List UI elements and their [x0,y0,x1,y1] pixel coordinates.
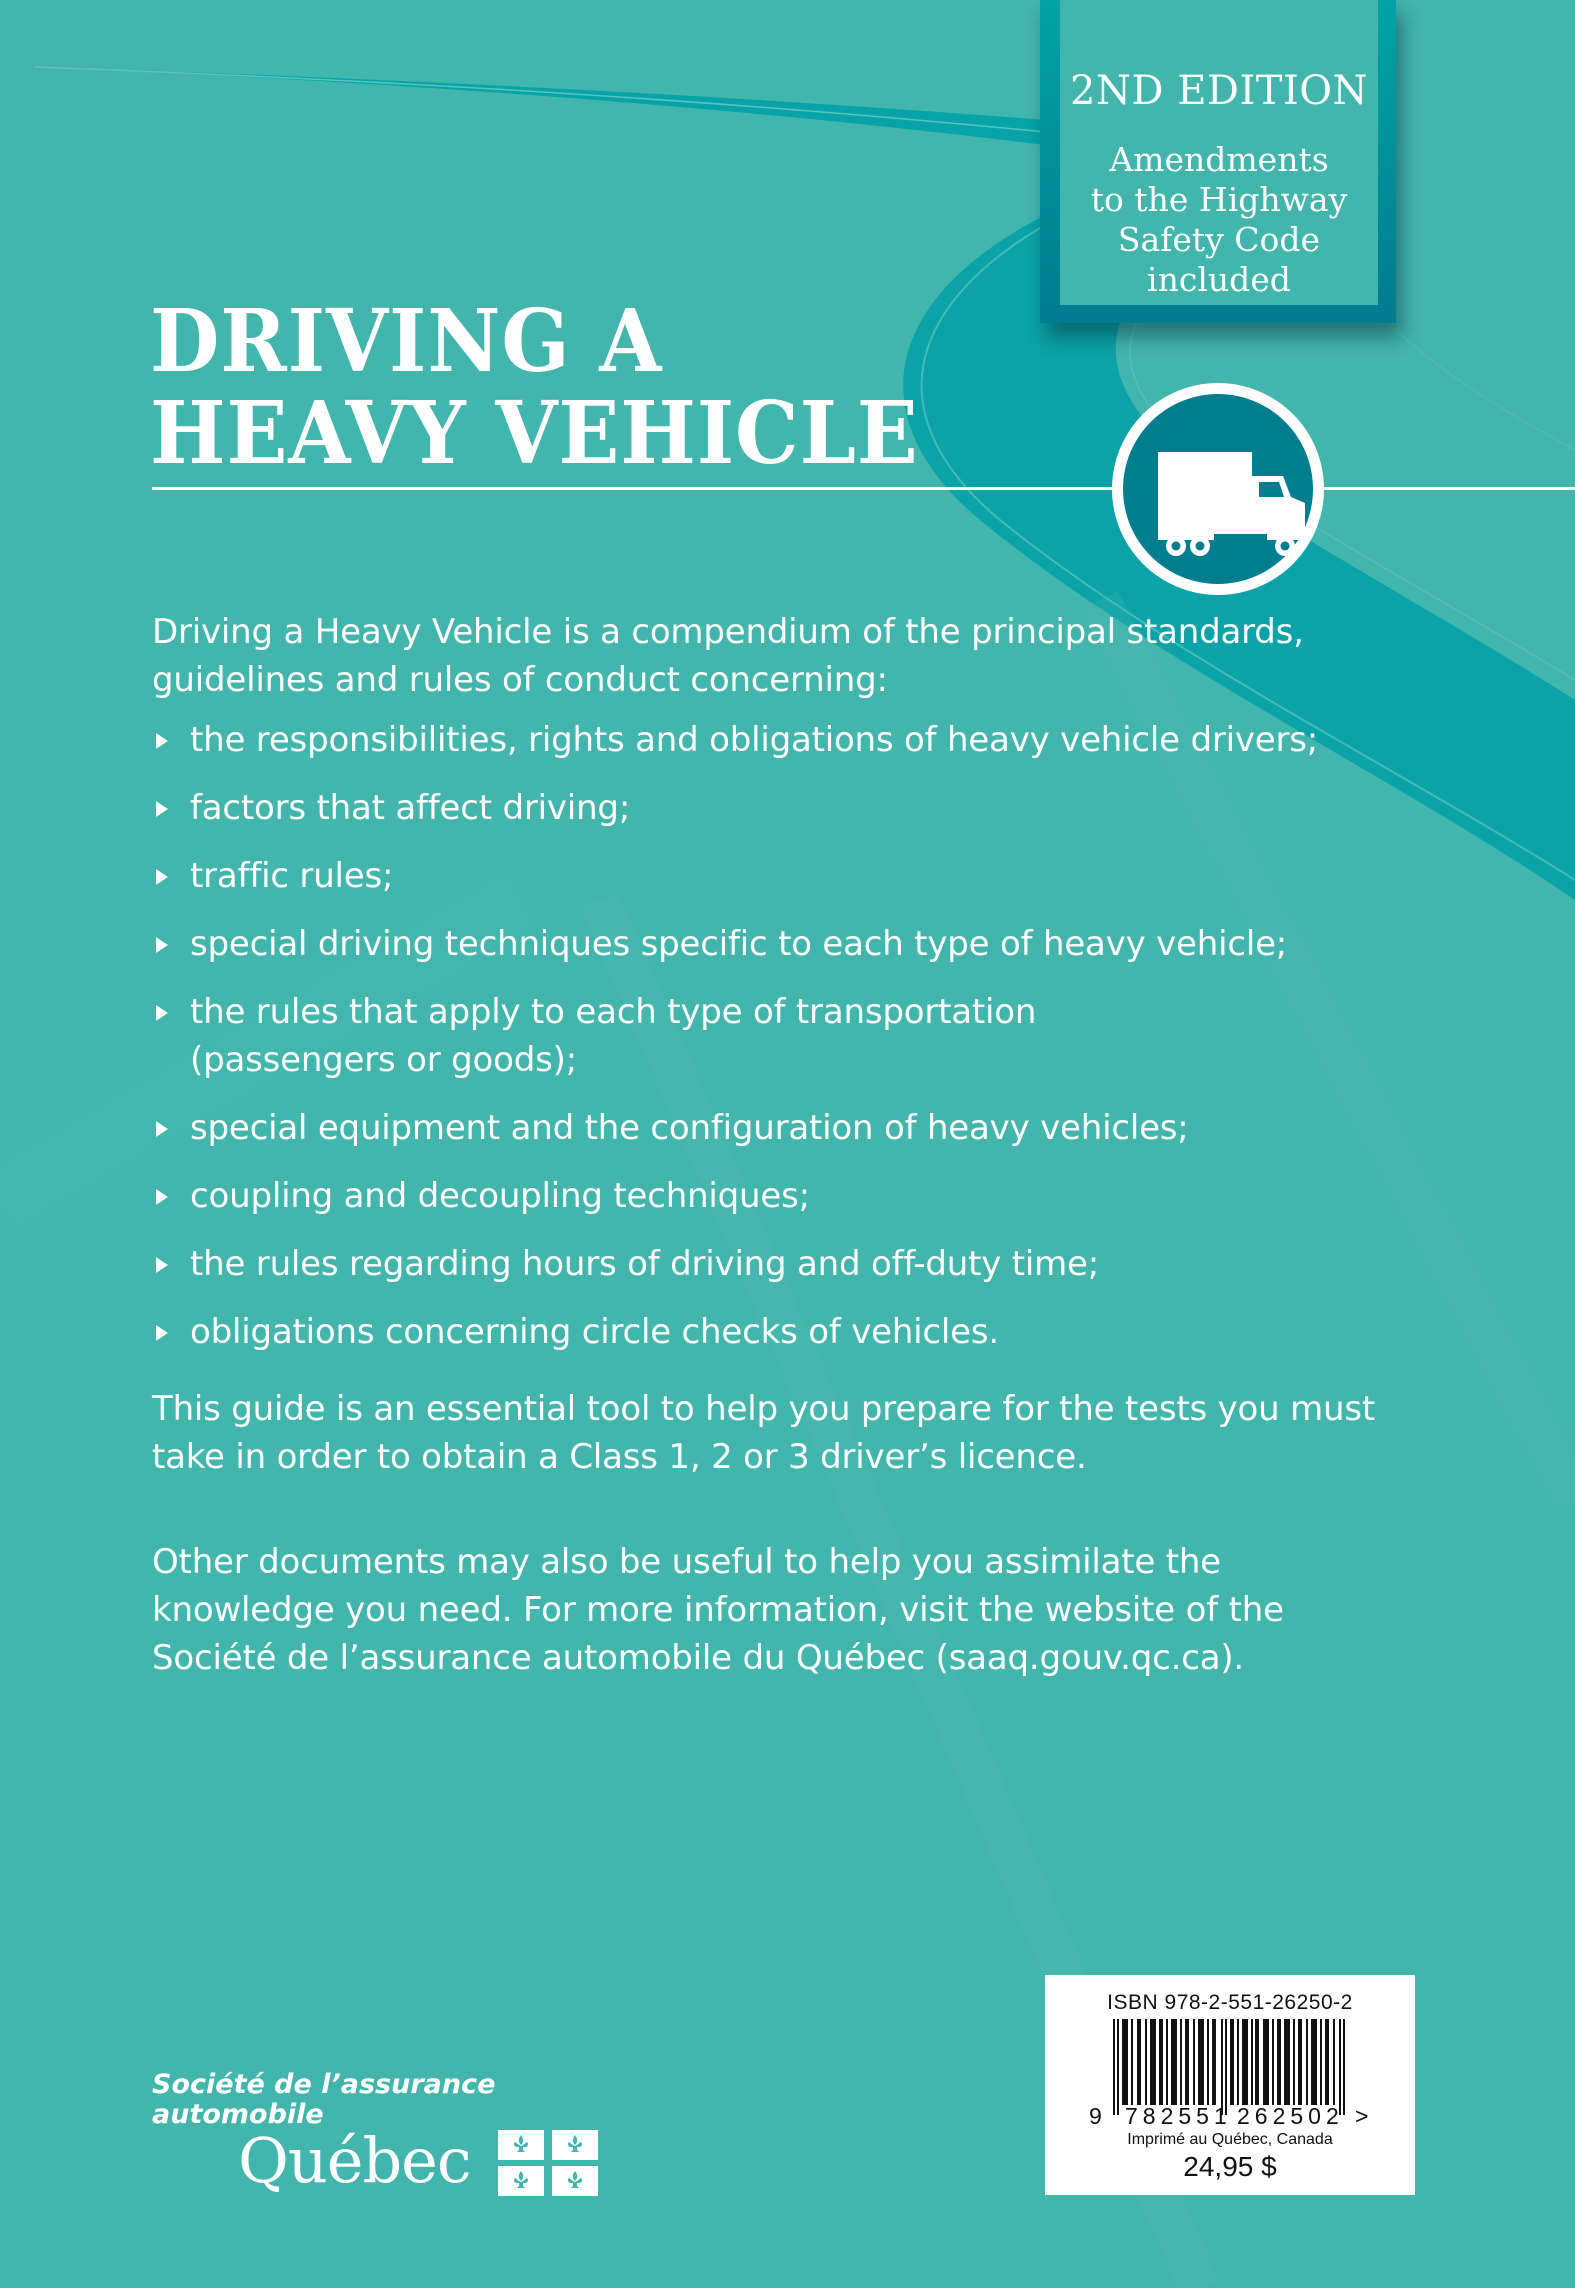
edition-badge-panel [1060,0,1378,305]
bullet-triangle-icon [156,801,168,817]
topics-list [152,716,1318,1376]
barcode-lead-digit: 9 [1089,2103,1107,2129]
intro-paragraph: Driving a Heavy Vehicle is a compendium of the principal standards, guidelines and rules of conduct concerning: [152,612,1304,700]
amendments-note-line: Amendments [1109,140,1329,179]
list-item [152,1240,1318,1288]
list-item [152,716,1318,764]
bullet-triangle-icon [156,1121,168,1137]
amendments-note-line: to the Highway [1090,180,1348,219]
truck-badge [1112,383,1324,595]
book-title-line: HEAVY VEHICLE [150,383,919,484]
list-item [152,1172,1318,1220]
bullet-triangle-icon [156,1005,168,1021]
saaq-name [152,2070,495,2130]
list-item-text: the responsibilities, rights and obligations of heavy vehicle drivers; [190,720,1319,760]
edition-badge [1040,0,1396,323]
title-divider [152,487,1575,490]
edition-label: 2ND EDITION [1069,68,1369,114]
saaq-logo [152,2069,496,2197]
list-item [152,852,1318,900]
saaq-name-line: Société de l’assurance [152,2069,496,2100]
barcode-digits-right: 262502 [1237,2103,1344,2129]
list-item-text: the rules that apply to each type of transportation (passengers or goods); [190,992,1037,1080]
guide-purpose-paragraph: This guide is an essential tool to help you prepare for the tests you must take in order to obtain a Class 1, 2 or 3 driver’s licence. [152,1389,1375,1477]
price-label: 24,95 $ [1183,2151,1277,2182]
isbn-barcode-label [1045,1975,1415,2195]
bullet-triangle-icon [156,1257,168,1273]
bullet-triangle-icon [156,733,168,749]
isbn-number: ISBN 978-2-551-26250-2 [1107,1991,1353,2014]
truck-icon [1123,394,1313,584]
list-item-text: factors that affect driving; [190,788,631,828]
list-item-text: coupling and decoupling techniques; [190,1176,810,1216]
book-title [150,291,919,484]
list-item [152,920,1318,968]
list-item [152,1308,1318,1356]
saaq-name-line: automobile [152,2099,324,2130]
list-item-text: obligations concerning circle checks of vehicles. [190,1312,1000,1352]
list-item-text: the rules regarding hours of driving and off-duty time; [190,1244,1100,1284]
amendments-note-line: Safety Code [1117,220,1321,259]
list-item [152,784,1318,832]
more-info-paragraph: Other documents may also be useful to help you assimilate the knowledge you need. For more information, visit the website of the Société de l’assurance automobile du Québec (saaq.gouv.qc.ca). [152,1542,1284,1678]
list-item [152,988,1318,1084]
quebec-flag-icon [498,2130,598,2196]
amendments-note [1060,140,1378,300]
list-item-text: special equipment and the configuration of heavy vehicles; [190,1108,1189,1148]
list-item-text: traffic rules; [190,856,394,896]
barcode-icon [1113,2019,1345,2115]
bullet-triangle-icon [156,1189,168,1205]
list-item-text: special driving techniques specific to each type of heavy vehicle; [190,924,1288,964]
quebec-wordmark: Québec [238,2124,471,2197]
barcode-digits-left: 782551 [1125,2103,1232,2129]
book-title-line: DRIVING A [150,291,663,392]
bullet-triangle-icon [156,1325,168,1341]
amendments-note-line: included [1147,260,1291,299]
truck-circle [1123,394,1313,584]
barcode-quiet-mark: > [1355,2103,1374,2129]
list-item [152,1104,1318,1152]
bullet-triangle-icon [156,937,168,953]
printed-in-label: Imprimé au Québec, Canada [1127,2131,1333,2148]
bullet-triangle-icon [156,869,168,885]
